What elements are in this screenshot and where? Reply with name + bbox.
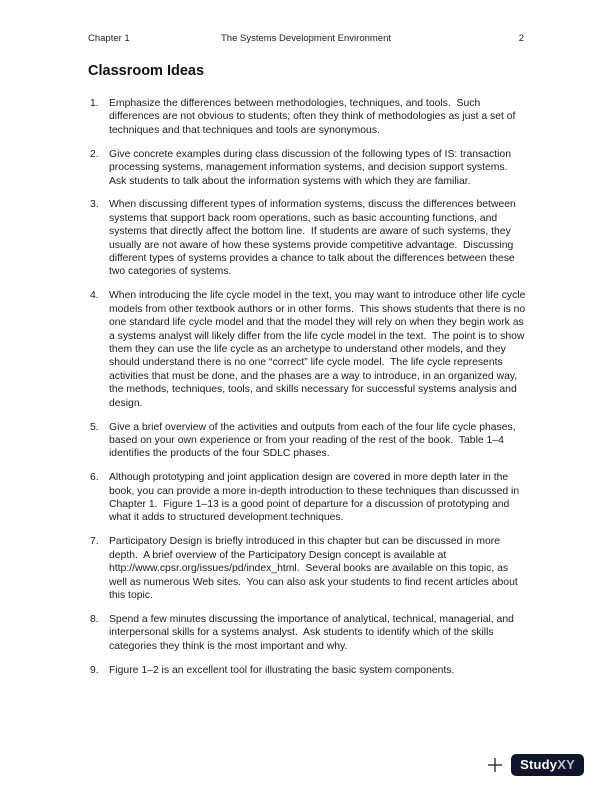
list-item-number: 1. — [90, 98, 99, 109]
list-item-text: Emphasize the differences between methodologies, techniques, and tools. Such differences are not obvious to students; often they think of methodologies as just a set of techniques and that techniques and tools are synonymous. — [109, 98, 519, 136]
list-item — [90, 148, 528, 188]
brand-watermark — [486, 754, 584, 776]
list-item-number: 6. — [90, 472, 99, 484]
plus-icon — [486, 756, 504, 774]
header-running-title: The Systems Development Environment — [220, 33, 392, 44]
list-item-number: 9. — [90, 664, 99, 676]
list-item-text: Spend a few minutes discussing the importance of analytical, technical, managerial, and interpersonal skills for a systems analyst. Ask students to identify which of the skills categories they think is the most important and why. — [109, 613, 517, 652]
brand-name-secondary: XY — [557, 757, 575, 772]
list-item-text: Participatory Design is briefly introduced in this chapter but can be discussed in more depth. A brief overview of the Participatory Design concept is available at http://www.cpsr.org/issues/pd/index_html. Several books are available on this topic, as well as numerous Web sites. You can also ask your students to find recent articles about this topic. — [109, 536, 521, 601]
list-item — [90, 471, 528, 525]
header-page-number: 2 — [518, 33, 524, 44]
brand-name-primary: Study — [520, 757, 558, 772]
list-item — [90, 664, 528, 677]
list-item-text: When introducing the life cycle model in the text, you may want to introduce other life cycle models from other textbook authors or in other forms. This shows students that there is no one standard life cycle model and that the model they will rely on when they begin work as a systems analyst will likely differ from the life cycle model in the text. The point is to show them they can use the life cycle as an archetype to understand other models, and they should understand there is no one “correct” life cycle model. The life cycle represents activities that must be done, and the phases are a way to introduce, in an organized way, the methods, techniques, tools, and skills necessary for successful systems analysis and design. — [109, 290, 529, 409]
list-item-number: 4. — [90, 290, 99, 302]
list-item-number: 5. — [90, 421, 99, 433]
header-chapter-label: Chapter 1 — [88, 33, 130, 44]
list-item-text: When discussing different types of information systems, discuss the differences between systems that support back room operations, such as basic accounting functions, and systems that directly affect the bottom line. If students are aware of such systems, they usually are not aware of how these systems provide competitive advantage. Discussing different types of systems provides a chance to talk about the differences between these two categories of systems. — [109, 199, 519, 278]
list-item — [90, 535, 528, 602]
list-item-text: Figure 1–2 is an excellent tool for illustrating the basic system components. — [109, 664, 455, 676]
list-item — [90, 198, 528, 278]
list-item — [90, 613, 528, 653]
list-item-number: 7. — [90, 536, 99, 548]
list-item — [90, 289, 528, 410]
list-item-text: Give a brief overview of the activities and outputs from each of the four life cycle phases, based on your own experience or from your reading of the rest of the book. Table 1–4 identifies the products of the four SDLC phases. — [109, 421, 519, 460]
list-item-text: Although prototyping and joint application design are covered in more depth later in the book, you can provide a more in-depth introduction to these techniques than discussed in Chapter 1. Figure 1–13 is a good point of departure for a discussion of prototyping and what it adds to structured development techniques. — [109, 472, 523, 524]
list-item — [90, 97, 528, 137]
brand-badge — [511, 754, 584, 776]
list-item-number: 2. — [90, 148, 99, 160]
page-header — [0, 33, 612, 46]
list-item-number: 8. — [90, 613, 99, 625]
section-title: Classroom Ideas — [88, 63, 205, 79]
list-item — [90, 421, 528, 461]
list-item-number: 3. — [90, 199, 99, 211]
classroom-ideas-list — [90, 97, 528, 688]
list-item-text: Give concrete examples during class discussion of the following types of IS: transaction processing systems, management information systems, and decision support systems. Ask students to talk about the information systems with which they are familiar. — [109, 148, 514, 187]
